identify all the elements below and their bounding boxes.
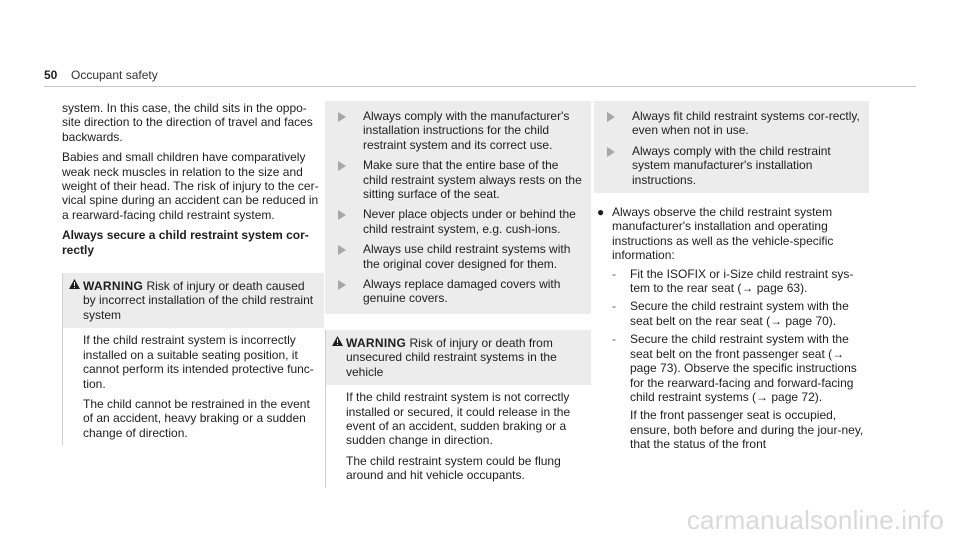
sub-list-item: - Fit the ISOFIX or i-Size child restraint sys-tem to the rear seat (→ page 63). <box>612 266 854 296</box>
warning-text: Risk of injury or death caused by incorrect installation of the child restraint system <box>83 279 314 322</box>
observe-item-text: Always observe the child restraint system manufacturer's installation and operating instructions as well as the vehicle-specific information: <box>612 205 834 263</box>
bullet-arrow-icon <box>338 245 346 255</box>
section-heading: Always secure a child restraint system cor-rectly <box>62 228 309 257</box>
list-item: Always comply with the manufacturer's installation instructions for the child restraint system and its correct use. <box>325 109 585 152</box>
sub-list-item: - Secure the child restraint system with the seat belt on the rear seat (→ page 70). <box>612 299 849 328</box>
column-2 <box>325 101 591 488</box>
warning-header <box>326 330 591 385</box>
warning-label: WARNING <box>346 335 407 350</box>
paragraph-2: Babies and small children have comparatively weak neck muscles in relation to the size and weight of their head. The risk of injury to the cer-vical spine during an accident can be reduced in a rearward-facing child restraint system. <box>62 150 319 222</box>
dash-icon: - <box>612 266 616 281</box>
observe-item <box>594 205 869 452</box>
warning-body <box>63 328 324 445</box>
list-item: Always replace damaged covers with genuine covers. <box>325 277 585 306</box>
bullet-dot-icon: ● <box>597 205 605 220</box>
warning-body-para-2: The child restraint system could be flung around and hit vehicle occupants. <box>346 453 561 483</box>
section-title: Occupant safety <box>71 68 158 82</box>
warning-triangle-icon <box>69 279 80 289</box>
list-item: Make sure that the entire base of the child restraint system always rests on the sitting surface of the seat. <box>325 158 585 201</box>
warning-triangle-icon <box>332 336 343 346</box>
warning-body-para-1: If the child restraint system is incorrectly installed on a suitable seating position, it cannot perform its intended protective func-tion. <box>83 333 314 391</box>
watermark: carmanualsonline.info <box>686 504 944 535</box>
instruction-list-2 <box>594 101 869 193</box>
warning-header <box>63 273 324 328</box>
header-divider <box>44 86 916 87</box>
list-item: Always use child restraint systems with the original cover designed for them. <box>325 242 585 271</box>
list-item: Never place objects under or behind the child restraint system, e.g. cush-ions. <box>325 207 585 236</box>
bullet-arrow-icon <box>607 112 615 122</box>
column-3 <box>594 101 869 452</box>
page-number: 50 <box>44 68 58 82</box>
sub-list-item: - Secure the child restraint system with the seat belt on the front passenger seat (→ page 73). Observe the specific instructions for the rearward-facing and forward-facing child restraint systems (→ page 72). If the front passenger seat is occupied, ensure, both before and during the jour-ney, that the status of the front <box>612 332 869 451</box>
dash-icon: - <box>612 299 616 314</box>
bullet-arrow-icon <box>338 161 346 171</box>
instruction-list-1 <box>325 101 591 314</box>
bullet-arrow-icon <box>338 112 346 122</box>
warning-box-2 <box>325 330 591 488</box>
bullet-arrow-icon <box>338 210 346 220</box>
bullet-arrow-icon <box>607 147 615 157</box>
warning-text: Risk of injury or death from unsecured child restraint systems in the vehicle <box>346 335 557 379</box>
column-1 <box>62 101 324 445</box>
list-item: Always comply with the child restraint system manufacturer's installation instructions. <box>594 144 863 187</box>
warning-body-para-2: The child cannot be restrained in the event of an accident, heavy braking or a sudden change of direction. <box>83 396 310 440</box>
warning-box-1 <box>62 273 324 445</box>
list-item: Always fit child restraint systems cor-rectly, even when not in use. <box>594 109 863 138</box>
sub-list-item-continuation: If the front passenger seat is occupied, ensure, both before and during the jour-ney, that the status of the front <box>630 408 864 452</box>
warning-body-para-1: If the child restraint system is not correctly installed or secured, it could release in the event of an accident, sudden braking or a sudden change in direction. <box>346 390 571 448</box>
warning-label: WARNING <box>83 279 144 294</box>
bullet-arrow-icon <box>338 280 346 290</box>
warning-body <box>326 385 591 487</box>
dash-icon: - <box>612 332 616 347</box>
paragraph-1: system. In this case, the child sits in the oppo-site direction to the direction of travel and faces backwards. <box>62 101 313 144</box>
